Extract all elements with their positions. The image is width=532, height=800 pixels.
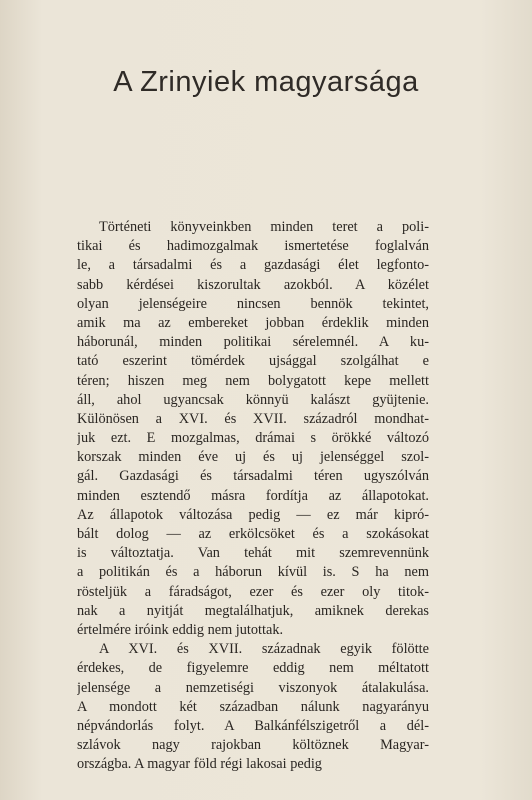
text-line: téren; hiszen meg nem bolygatott kepe mellett (77, 372, 429, 389)
text-line: Történeti könyveinkben minden teret a poli- (99, 219, 429, 235)
text-line: Különösen a XVI. és XVII. századról mondhat- (77, 410, 429, 427)
text-line: tikai és hadimozgalmak ismertetése foglalván (77, 238, 429, 255)
text-line: juk ezt. E mozgalmas, drámai s örökké változó (77, 430, 429, 447)
text-line: korszak minden éve uj és uj jelenséggel szol- (77, 449, 429, 466)
text-line: tató eszerint tömérdek ujsággal szolgálhat e (77, 353, 429, 370)
paragraph (77, 640, 429, 774)
text-line: népvándorlás folyt. A Balkánfélszigetről a dél- (77, 717, 429, 734)
paragraphs (77, 218, 429, 774)
text-line: is változtatja. Van tehát mit szemrevennünk (77, 545, 429, 562)
text-line: gál. Gazdasági és társadalmi téren ugyszólván (77, 468, 429, 485)
text-line: jelensége a nemzetiségi viszonyok átalakulása. (77, 679, 429, 696)
text-line: sabb kérdései kiszorultak azokból. A közélet (77, 276, 429, 293)
text-line: érdekes, de figyelemre eddig nem méltatott (77, 660, 429, 677)
text-line: nak a nyitját megtalálhatjuk, amiknek derekas (77, 602, 429, 619)
chapter-title: A Zrinyiek magyarsága (113, 66, 419, 98)
paragraph (77, 218, 429, 640)
text-line: háborunál, minden politikai sérelemnél. A ku- (77, 334, 429, 351)
text-line: le, a társadalmi és a gazdasági élet legfonto- (77, 257, 429, 274)
text-line: Az állapotok változása pedig — ez már kipró- (77, 506, 429, 523)
text-line: rösteljük a fáradságot, ezer és ezer oly titok- (77, 583, 429, 600)
text-line: értelmére iróink eddig nem jutottak. (77, 621, 284, 638)
text-line: bált dolog — az erkölcsöket és a szokásokat (77, 526, 429, 542)
text-line: olyan jelenségeire nincsen bennök tekintet, (77, 295, 429, 312)
text-line: amik ma az embereket jobban érdeklik minden (77, 314, 429, 331)
body-text (77, 218, 429, 774)
text-line: a politikán és a háborun kívül is. S ha nem (77, 564, 429, 581)
text-line: áll, ahol ugyancsak könnyü kalászt gyüjtenie. (77, 391, 429, 408)
text-line: országba. A magyar föld régi lakosai pedig (77, 756, 322, 773)
text-line: A mondott két században nálunk nagyarányu (77, 698, 429, 715)
text-line: A XVI. és XVII. századnak egyik fölötte (99, 641, 429, 658)
text-line: minden esztendő másra fordítja az állapotokat. (77, 487, 429, 504)
text-line: szlávok nagy rajokban költöznek Magyar- (77, 737, 429, 754)
